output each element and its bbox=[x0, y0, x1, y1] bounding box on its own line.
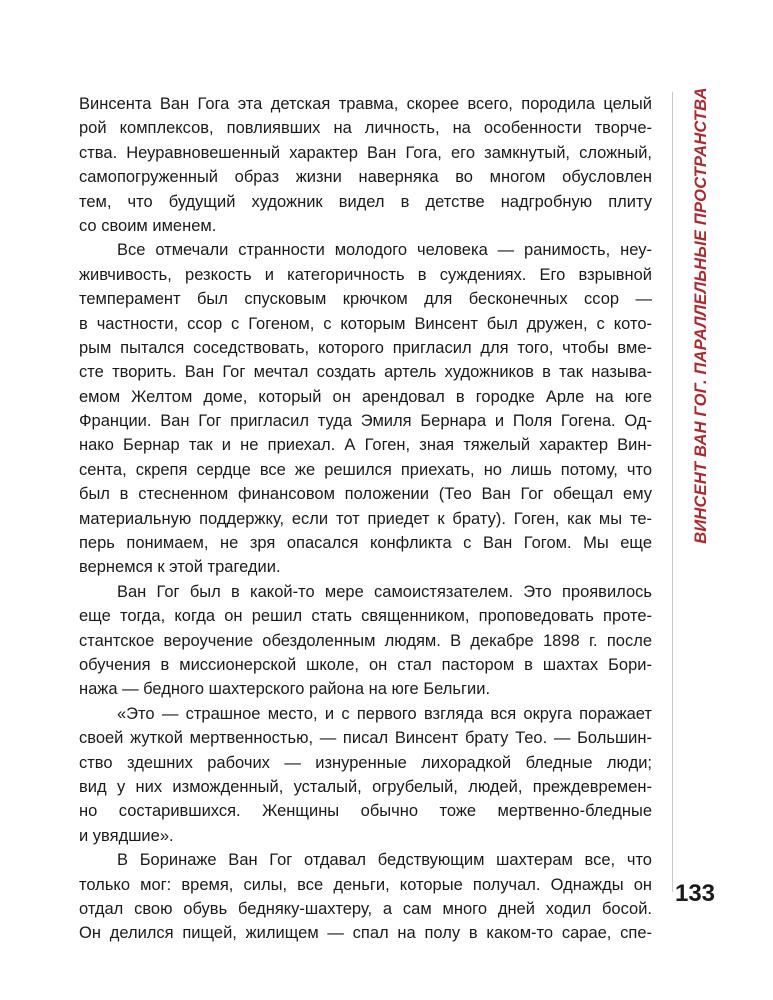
text-line: в частности, ссор с Гогеном, с которым Винсент был дружен, с кото- bbox=[79, 314, 652, 333]
page-number: 133 bbox=[674, 880, 716, 907]
text-line: живчивость, резкость и категоричность в суждениях. Его взрывной bbox=[79, 265, 652, 284]
text-line: сте творить. Ван Гог мечтал создать артель художников в так называ- bbox=[79, 363, 652, 382]
text-line: отдал свою обувь бедняку-шахтеру, а сам много дней ходил босой. bbox=[79, 899, 652, 918]
text-line: рой комплексов, повлиявших на личность, на особенности творче- bbox=[79, 119, 652, 138]
text-line: вид у них изможденный, усталый, огрубелый, людей, преждевремен- bbox=[79, 777, 652, 796]
text-line: самопогруженный образ жизни наверняка во многом обусловлен bbox=[79, 168, 652, 187]
text-line: Все отмечали странности молодого человека — ранимость, неу- bbox=[117, 241, 652, 260]
margin-divider bbox=[672, 92, 673, 892]
text-line: Винсента Ван Гога эта детская травма, скорее всего, породила целый bbox=[79, 95, 652, 113]
text-line: Он делился пищей, жилищем — спал на полу в каком-то сарае, спе- bbox=[79, 924, 652, 943]
text-line: «Это — страшное место, и с первого взгляда вся округа поражает bbox=[117, 704, 652, 723]
text-line: но состарившихся. Женщины обычно тоже мертвенно-бледные bbox=[79, 802, 652, 821]
text-line: нажа — бедного шахтерского района на юге Бельгии. bbox=[79, 680, 491, 699]
running-head-text: ВИНСЕНТ ВАН ГОГ. ПАРАЛЛЕЛЬНЫЕ ПРОСТРАНСТВА bbox=[691, 86, 710, 544]
text-line: рым пытался соседствовать, которого пригласил для того, чтобы вме- bbox=[79, 338, 652, 357]
text-line: емом Желтом доме, который он арендовал в городке Арле на юге bbox=[79, 387, 652, 406]
text-line: материальную поддержку, если тот приедет к брату). Гоген, как мы те- bbox=[79, 509, 652, 528]
text-line: темперамент был спусковым крючком для бесконечных ссор — bbox=[79, 290, 652, 309]
text-line: обучения в миссионерской школе, он стал пастором в шахтах Бори- bbox=[79, 655, 652, 674]
text-line: сента, скрепя сердце все же решился приехать, но лишь потому, что bbox=[79, 460, 652, 479]
text-line: только мог: время, силы, все деньги, которые получал. Однажды он bbox=[79, 875, 652, 894]
text-line: своей жуткой мертвенностью, — писал Винсент брату Тео. — Большин- bbox=[79, 729, 652, 748]
text-line: перь понимаем, не зря опасался конфликта с Ван Гогом. Мы еще bbox=[79, 534, 652, 553]
text-line: Франции. Ван Гог пригласил туда Эмиля Бернара и Поля Гогена. Од- bbox=[79, 412, 652, 431]
text-line: стантское вероучение обездоленным людям. В декабре 1898 г. после bbox=[79, 631, 652, 650]
running-head bbox=[689, 86, 713, 544]
text-line: В Боринаже Ван Гог отдавал бедствующим шахтерам все, что bbox=[117, 851, 652, 870]
text-line: был в стесненном финансовом положении (Тео Ван Гог обещал ему bbox=[79, 485, 652, 504]
text-line: Ван Гог был в какой-то мере самоистязателем. Это проявилось bbox=[117, 582, 652, 601]
body-text bbox=[79, 92, 652, 946]
text-line: ства. Неуравновешенный характер Ван Гога, его замкнутый, сложный, bbox=[79, 143, 652, 162]
text-line: тем, что будущий художник видел в детстве надгробную плиту bbox=[79, 192, 652, 211]
text-line: ство здешних рабочих — изнуренные лихорадкой бледные люди; bbox=[79, 753, 652, 772]
text-line: вернемся к этой трагедии. bbox=[79, 558, 281, 577]
text-line: еще тогда, когда он решил стать священником, проповедовать проте- bbox=[79, 607, 652, 626]
text-line: нако Бернар так и не приехал. А Гоген, зная тяжелый характер Вин- bbox=[79, 436, 652, 455]
text-line: со своим именем. bbox=[79, 216, 217, 235]
text-line: и увядшие». bbox=[79, 826, 174, 845]
